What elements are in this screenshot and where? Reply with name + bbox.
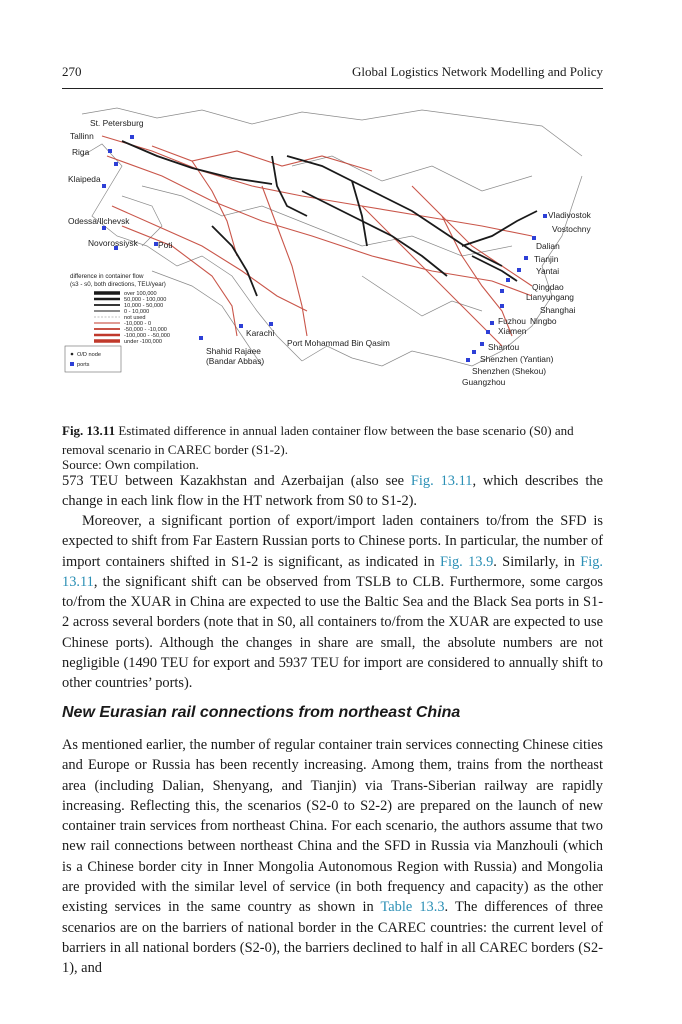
caption-text: Estimated difference in annual laden container flow between the base scenario (S0) and removal scenario in CAREC border (S1-2). xyxy=(62,423,574,457)
legend-subtitle: (s3 - s0, both directions, TEU/year) xyxy=(70,281,166,288)
label-fuzhou: Fuzhou xyxy=(498,316,526,326)
label-dalian: Dalian xyxy=(536,241,560,251)
label-tianjin: Tianjin xyxy=(534,254,559,264)
legend-item: -50,000 - -10,000 xyxy=(124,327,167,333)
legend-title: difference in container flow xyxy=(70,273,144,280)
label-shahid-rajaee: Shahid Rajaee xyxy=(206,346,261,356)
label-lianyungang: Lianyungang xyxy=(526,292,574,302)
legend-item: not used xyxy=(124,315,146,321)
map-legend xyxy=(65,273,170,372)
legend-ports: ports xyxy=(77,362,90,368)
map-svg xyxy=(62,96,602,396)
label-karachi: Karachi xyxy=(246,328,275,338)
page-number: 270 xyxy=(62,64,82,79)
figure-map xyxy=(62,96,602,396)
paragraph-3: As mentioned earlier, the number of regular container train services connecting Chinese cities and Europe or Russia has been recently increasing. Among them, trains from the northeast area (including Dalian, Shenyang, and Tianjin) via Trans-Siberian railway are rapidly increasing. Reflecting this, the scenarios (S2-0 to S2-2) are prepared on the launch of new container train services from northeast China. For each scenario, the authors assume that two new rail connections between northeast China and the SFD in Russia via Manzhouli (which is a Chinese border city in Inner Mongolia Autonomous Region with Russia) and Mongolia are provided with the similar level of service (in both frequency and capacity) as the other existing services in the same country as shown in Table 13.3. The differences of three scenarios are on the barriers of national border in the CAREC countries: the current level of barriers in all national borders (S2-0), the barriers declined to half in all CAREC borders (S2-1), and xyxy=(62,737,603,977)
label-riga: Riga xyxy=(72,147,90,157)
legend-item: -10,000 - 0 xyxy=(124,321,152,327)
running-head: Global Logistics Network Modelling and Policy xyxy=(352,64,603,79)
label-vladivostok: Vladivostok xyxy=(548,210,591,220)
legend-od-node: O/D node xyxy=(77,352,101,358)
legend-item: -100,000 - -50,000 xyxy=(124,333,171,339)
label-klaipeda: Klaipeda xyxy=(68,174,101,184)
legend-item: 10,000 - 50,000 xyxy=(124,303,164,309)
label-shanghai: Shanghai xyxy=(540,305,576,315)
fig-link[interactable]: Fig. 13.11 xyxy=(410,473,473,489)
label-st-petersburg: St. Petersburg xyxy=(90,118,144,128)
caption-label: Fig. 13.11 xyxy=(62,423,116,438)
label-xiamen: Xiamen xyxy=(498,326,527,336)
label-tallinn: Tallinn xyxy=(70,131,94,141)
paragraph-1: 573 TEU between Kazakhstan and Azerbaijan (also see Fig. 13.11, which describes the change in each link flow in the HT network from S0 to S1-2). xyxy=(62,473,603,510)
fig-link[interactable]: Fig. 13.9 xyxy=(439,553,494,570)
label-shenzhen-shekou: Shenzhen (Shekou) xyxy=(472,366,547,376)
label-ningbo: Ningbo xyxy=(530,316,557,326)
header-rule xyxy=(62,88,603,89)
label-bandar-abbas: (Bandar Abbas) xyxy=(206,356,265,366)
label-poti: Poti xyxy=(158,240,173,250)
table-link[interactable]: Table 13.3 xyxy=(380,899,445,916)
legend-item: under -100,000 xyxy=(124,339,162,345)
label-odessa: Odessa/Ilchevsk xyxy=(68,216,130,226)
fig-link[interactable]: Fig. 13.11 xyxy=(62,553,604,590)
label-novorossiysk: Novorossiysk xyxy=(88,238,138,248)
label-yantai: Yantai xyxy=(536,266,560,276)
paragraph-2: Moreover, a significant portion of export/import laden containers to/from the SFD is expected to shift from Far Eastern Russian ports to Chinese ports. In particular, the number of import containers shifted in S1-2 is significant, as indicated in Fig. 13.9. Similarly, in Fig. 13.11, the significant shift can be observed from TSLB to CLB. Furthermore, some cargos to/from the XUAR in China are expected to use the Baltic Sea and the Black Sea ports in S1-2 across several borders (note that in S0, all containers to/from the XUAR are expected to use Chinese ports). Although the changes in share are small, the absolute numbers are not negligible (1490 TEU for export and 5937 TEU for import are considered to annually shift to other countries’ ports). xyxy=(62,513,604,692)
label-guangzhou: Guangzhou xyxy=(462,377,506,387)
legend-item: over 100,000 xyxy=(124,291,157,297)
section-heading: New Eurasian rail connections from northeast China xyxy=(62,704,461,721)
legend-item: 0 - 10,000 xyxy=(124,309,150,315)
label-vostochny: Vostochny xyxy=(552,224,591,234)
label-port-qasim: Port Mohammad Bin Qasim xyxy=(287,338,390,348)
label-shenzhen-yantian: Shenzhen (Yantian) xyxy=(480,354,554,364)
legend-item: 50,000 - 100,000 xyxy=(124,297,167,303)
label-qingdao: Qingdao xyxy=(532,282,564,292)
figure-caption xyxy=(62,421,602,459)
label-shantou: Shantou xyxy=(488,342,520,352)
figure-source: Source: Own compilation. xyxy=(62,457,199,472)
